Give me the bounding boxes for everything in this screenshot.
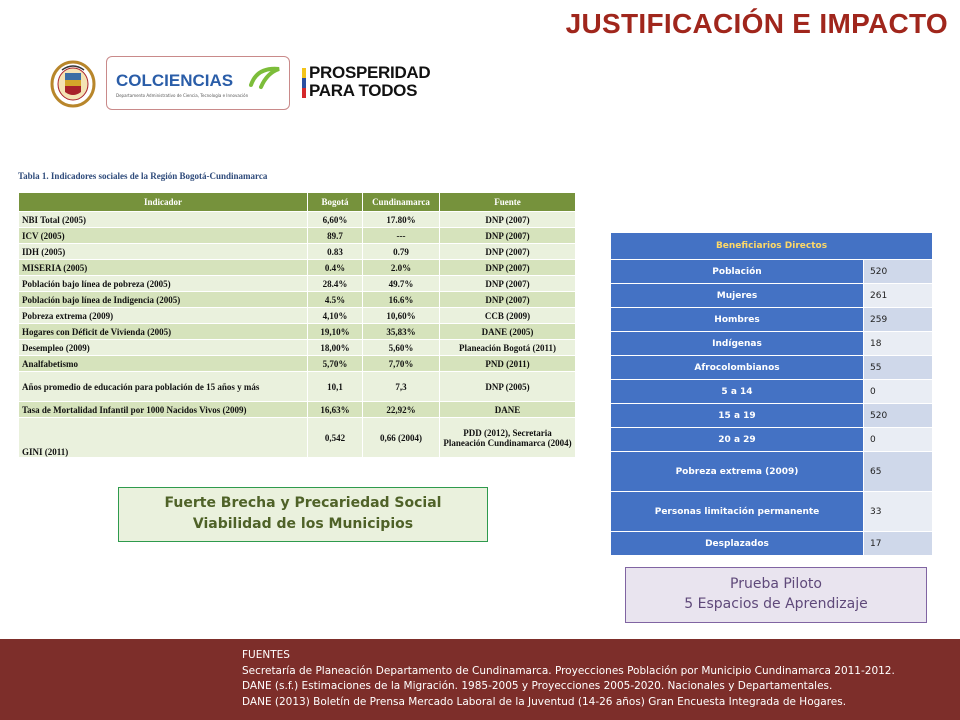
table-row [19,356,576,372]
source-cell: DNP (2007) [440,292,576,308]
prosperidad-line2: PARA TODOS [309,81,418,100]
value-cell: 0.79 [363,244,440,260]
value-cell: 28.4% [308,276,363,292]
conclusion-box [118,487,488,542]
value-cell: --- [363,228,440,244]
value-cell: 22,92% [363,402,440,418]
flag-bars-icon [302,68,306,98]
beneficiary-value: 65 [864,452,933,492]
source-cell: DNP (2007) [440,244,576,260]
beneficiary-row [611,452,933,492]
table-row [19,228,576,244]
indicator-cell: IDH (2005) [19,244,308,260]
pilot-line2: 5 Espacios de Aprendizaje [684,596,868,612]
beneficiaries-header: Beneficiarios Directos [611,233,933,260]
value-cell: 0,66 (2004) [363,418,440,458]
beneficiary-row [611,492,933,532]
colciencias-subtitle: Departamento Administrativo de Ciencia, Tecnología e Innovación [116,93,249,98]
table1-caption: Tabla 1. Indicadores sociales de la Región Bogotá-Cundinamarca [18,171,268,181]
source-cell: DNP (2007) [440,212,576,228]
value-cell: 0.4% [308,260,363,276]
sources-heading: FUENTES [242,649,290,661]
value-cell: 5,60% [363,340,440,356]
logo-strip [50,56,431,112]
table-row [19,260,576,276]
indicator-cell: Años promedio de educación para población de 15 años y más [19,372,308,402]
indicator-cell: Analfabetismo [19,356,308,372]
source-cell: PND (2011) [440,356,576,372]
indicator-cell: Desempleo (2009) [19,340,308,356]
beneficiary-label: Hombres [611,308,864,332]
value-cell: 10,60% [363,308,440,324]
pilot-line1: Prueba Piloto [730,576,822,592]
source-cell: PDD (2012), Secretaria Planeación Cundinamarca (2004) [440,418,576,458]
beneficiary-value: 0 [864,380,933,404]
source-cell: DNP (2005) [440,372,576,402]
value-cell: 0.83 [308,244,363,260]
table-row [19,212,576,228]
beneficiary-row [611,260,933,284]
source-cell: Planeación Bogotá (2011) [440,340,576,356]
beneficiary-value: 520 [864,404,933,428]
pilot-box [625,567,927,623]
prosperidad-line1: PROSPERIDAD [309,63,431,82]
value-cell: 2.0% [363,260,440,276]
beneficiary-value: 0 [864,428,933,452]
indicator-cell: NBI Total (2005) [19,212,308,228]
value-cell: 0,542 [308,418,363,458]
table-row [19,308,576,324]
col-header: Fuente [440,193,576,212]
value-cell: 16,63% [308,402,363,418]
conclusion-line1: Fuerte Brecha y Precariedad Social [164,495,442,511]
table-row [19,340,576,356]
beneficiary-label: Mujeres [611,284,864,308]
value-cell: 4.5% [308,292,363,308]
beneficiary-value: 18 [864,332,933,356]
beneficiary-label: 5 a 14 [611,380,864,404]
beneficiary-label: Indígenas [611,332,864,356]
col-header: Cundinamarca [363,193,440,212]
table-row [19,324,576,340]
beneficiary-row [611,428,933,452]
beneficiaries-table [610,232,933,556]
indicator-cell: Pobreza extrema (2009) [19,308,308,324]
conclusion-line2: Viabilidad de los Municipios [192,516,414,532]
value-cell: 16.6% [363,292,440,308]
beneficiary-label: Personas limitación permanente [611,492,864,532]
indicators-table-body [19,212,576,458]
colciencias-logo [106,56,290,110]
indicator-cell: Hogares con Déficit de Vivienda (2005) [19,324,308,340]
beneficiary-row [611,404,933,428]
beneficiary-row [611,308,933,332]
beneficiary-value: 17 [864,532,933,556]
beneficiary-value: 261 [864,284,933,308]
table-row [19,292,576,308]
source-cell: DNP (2007) [440,260,576,276]
indicator-cell: Población bajo línea de Indigencia (2005) [19,292,308,308]
indicator-cell: ICV (2005) [19,228,308,244]
value-cell: 89.7 [308,228,363,244]
indicator-cell: MISERIA (2005) [19,260,308,276]
prosperidad-logo [302,64,430,100]
source-cell: DANE [440,402,576,418]
colciencias-name: COLCIENCIAS [116,71,234,90]
value-cell: 49.7% [363,276,440,292]
beneficiary-row [611,284,933,308]
indicator-cell: Tasa de Mortalidad Infantil por 1000 Nacidos Vivos (2009) [19,402,308,418]
indicator-cell: Población bajo línea de pobreza (2005) [19,276,308,292]
sources-footer [0,639,960,720]
value-cell: 6,60% [308,212,363,228]
value-cell: 10,1 [308,372,363,402]
col-header: Indicador [19,193,308,212]
beneficiary-row [611,332,933,356]
source-cell: DNP (2007) [440,276,576,292]
source-line: DANE (s.f.) Estimaciones de la Migración. 1985-2005 y Proyecciones 2005-2020. Nacionales y Departamentales. [242,680,833,692]
value-cell: 4,10% [308,308,363,324]
beneficiary-label: Afrocolombianos [611,356,864,380]
value-cell: 7,3 [363,372,440,402]
table-row [19,244,576,260]
col-header: Bogotá [308,193,363,212]
beneficiary-label: Desplazados [611,532,864,556]
beneficiary-label: Pobreza extrema (2009) [611,452,864,492]
value-cell: 5,70% [308,356,363,372]
beneficiary-label: 20 a 29 [611,428,864,452]
source-cell: CCB (2009) [440,308,576,324]
beneficiaries-table-body [611,260,933,556]
table-row [19,402,576,418]
value-cell: 17.80% [363,212,440,228]
source-cell: DANE (2005) [440,324,576,340]
beneficiary-row [611,356,933,380]
value-cell: 35,83% [363,324,440,340]
page-title: JUSTIFICACIÓN E IMPACTO [565,8,948,39]
beneficiary-row [611,380,933,404]
beneficiary-row [611,532,933,556]
indicator-cell: GINI (2011) [19,418,308,458]
beneficiary-value: 259 [864,308,933,332]
value-cell: 19,10% [308,324,363,340]
table-row [19,372,576,402]
beneficiary-value: 520 [864,260,933,284]
beneficiary-value: 33 [864,492,933,532]
source-line: Secretaría de Planeación Departamento de Cundinamarca. Proyecciones Población por Municipio Cundinamarca 2011-2012. [242,664,895,677]
beneficiary-label: Población [611,260,864,284]
table-row [19,276,576,292]
source-line: DANE (2013) Boletín de Prensa Mercado Laboral de la Juventud (14-26 años) Gran Encuesta Integrada de Hogares. [242,695,847,708]
colciencias-swoosh-icon [247,63,283,93]
beneficiary-value: 55 [864,356,933,380]
value-cell: 18,00% [308,340,363,356]
table-row [19,418,576,458]
source-cell: DNP (2007) [440,228,576,244]
colombia-seal-logo [50,60,96,108]
indicators-table [18,192,576,458]
value-cell: 7,70% [363,356,440,372]
beneficiary-label: 15 a 19 [611,404,864,428]
table-header-row [19,193,576,212]
